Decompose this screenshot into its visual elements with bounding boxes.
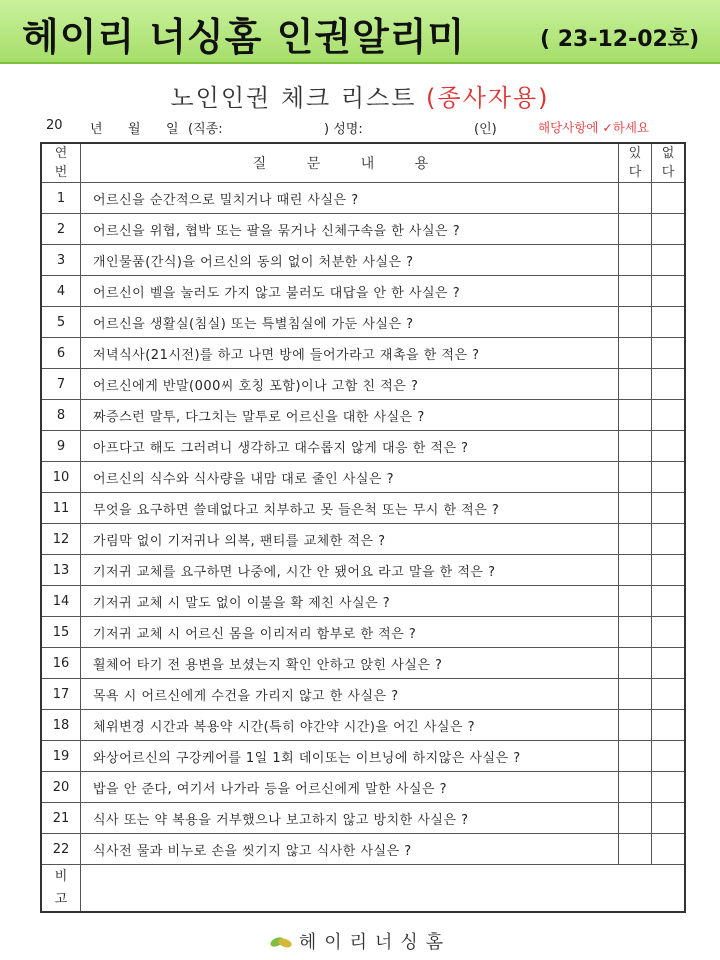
yes-checkbox-cell[interactable] [619,586,652,617]
row-number: 8 [41,400,81,431]
yes-checkbox-cell[interactable] [619,772,652,803]
row-question: 무엇을 요구하면 쓸데없다고 치부하고 못 들은척 또는 무시 한 적은 ? [81,493,619,524]
row-number: 9 [41,431,81,462]
yes-checkbox-cell[interactable] [619,834,652,865]
table-row [41,369,685,400]
row-number: 7 [41,369,81,400]
row-number: 4 [41,276,81,307]
row-number: 21 [41,803,81,834]
table-row [41,772,685,803]
row-number: 20 [41,772,81,803]
row-number: 12 [41,524,81,555]
year-prefix: 20 [46,118,63,133]
yes-checkbox-cell[interactable] [619,648,652,679]
row-question: 체위변경 시간과 복용약 시간(특히 야간약 시간)을 어긴 사실은 ? [81,710,619,741]
row-question: 어르신을 생활실(침실) 또는 특별침실에 가둔 사실은 ? [81,307,619,338]
no-checkbox-cell[interactable] [652,648,686,679]
header-no-bottom: 다 [661,164,675,180]
title-banner [0,0,720,64]
header-no [652,143,686,183]
no-checkbox-cell[interactable] [652,462,686,493]
table-row [41,214,685,245]
no-checkbox-cell[interactable] [652,493,686,524]
yes-checkbox-cell[interactable] [619,183,652,214]
header-yes [619,143,652,183]
no-checkbox-cell[interactable] [652,741,686,772]
row-number: 18 [41,710,81,741]
row-question: 기저귀 교체를 요구하면 나중에, 시간 안 됐어요 라고 말을 한 적은 ? [81,555,619,586]
row-number: 16 [41,648,81,679]
yes-checkbox-cell[interactable] [619,214,652,245]
name-label: ) 성명: [324,122,363,137]
no-checkbox-cell[interactable] [652,183,686,214]
row-number: 22 [41,834,81,865]
remarks-label-top: 비 [54,868,68,884]
table-row [41,307,685,338]
row-number: 15 [41,617,81,648]
row-question: 와상어르신의 구강케어를 1일 1회 데이또는 이브닝에 하지않은 사실은 ? [81,741,619,772]
no-checkbox-cell[interactable] [652,214,686,245]
header-question-label: 질 문 내 용 [252,156,447,172]
row-number: 2 [41,214,81,245]
day-label: 일 [166,122,179,137]
header-number [41,143,81,183]
row-question: 휠체어 타기 전 용변을 보셨는지 확인 안하고 앉힌 사실은 ? [81,648,619,679]
row-question: 어르신이 벨을 눌러도 가지 않고 불러도 대답을 안 한 사실은 ? [81,276,619,307]
yes-checkbox-cell[interactable] [619,710,652,741]
table-row [41,834,685,865]
no-checkbox-cell[interactable] [652,679,686,710]
leaf-logo-icon [269,934,293,950]
row-question: 밥을 안 준다, 여기서 나가라 등을 어르신에게 말한 사실은 ? [81,772,619,803]
no-checkbox-cell[interactable] [652,307,686,338]
row-number: 19 [41,741,81,772]
no-checkbox-cell[interactable] [652,276,686,307]
yes-checkbox-cell[interactable] [619,307,652,338]
row-question: 어르신에게 반말(000씨 호칭 포함)이나 고함 친 적은 ? [81,369,619,400]
no-checkbox-cell[interactable] [652,772,686,803]
table-row [41,276,685,307]
row-question: 어르신을 위협, 협박 또는 팔을 묶거나 신체구속을 한 사실은 ? [81,214,619,245]
row-question: 가림막 없이 기저귀나 의복, 팬티를 교체한 적은 ? [81,524,619,555]
table-row [41,803,685,834]
row-question: 아프다고 해도 그러려니 생각하고 대수롭지 않게 대응 한 적은 ? [81,431,619,462]
banner-title: 헤이리 너싱홈 인권알리미 [22,15,466,59]
row-question: 식사 또는 약 복용을 거부했으나 보고하지 않고 방치한 사실은 ? [81,803,619,834]
table-row [41,617,685,648]
row-question: 짜증스런 말투, 다그치는 말투로 어르신을 대한 사실은 ? [81,400,619,431]
table-header-row [41,143,685,183]
seal-label: (인) [474,122,497,137]
table-row [41,493,685,524]
header-yes-bottom: 다 [628,164,642,180]
row-number: 14 [41,586,81,617]
table-row [41,679,685,710]
yes-checkbox-cell[interactable] [619,245,652,276]
job-label: (직종: [188,122,223,137]
no-checkbox-cell[interactable] [652,803,686,834]
yes-checkbox-cell[interactable] [619,741,652,772]
table-row [41,431,685,462]
year-label: 년 [90,122,103,137]
header-number-bottom: 번 [54,164,68,180]
no-checkbox-cell[interactable] [652,400,686,431]
no-checkbox-cell[interactable] [652,617,686,648]
month-label: 월 [128,122,141,137]
row-number: 6 [41,338,81,369]
no-checkbox-cell[interactable] [652,338,686,369]
row-question: 어르신의 식수와 식사량을 내맘 대로 줄인 사실은 ? [81,462,619,493]
header-number-top: 연 [54,145,68,161]
row-question: 개인물품(간식)을 어르신의 동의 없이 처분한 사실은 ? [81,245,619,276]
table-row [41,555,685,586]
yes-checkbox-cell[interactable] [619,617,652,648]
no-checkbox-cell[interactable] [652,555,686,586]
no-checkbox-cell[interactable] [652,834,686,865]
remarks-field[interactable] [81,865,686,913]
check-instruction: 해당사항에 ✓하세요 [538,120,650,135]
table-row [41,524,685,555]
yes-checkbox-cell[interactable] [619,276,652,307]
no-checkbox-cell[interactable] [652,710,686,741]
no-checkbox-cell[interactable] [652,586,686,617]
table-row [41,648,685,679]
remarks-label [41,865,81,913]
row-question: 식사전 물과 비누로 손을 씻기지 않고 식사한 사실은 ? [81,834,619,865]
issue-number: ( 23-12-02호) [540,27,700,52]
no-checkbox-cell[interactable] [652,524,686,555]
table-row [41,338,685,369]
table-row [41,245,685,276]
header-no-top: 없 [661,145,675,161]
table-row [41,400,685,431]
yes-checkbox-cell[interactable] [619,679,652,710]
row-question: 목욕 시 어르신에게 수건을 가리지 않고 한 사실은 ? [81,679,619,710]
row-question: 기저귀 교체 시 말도 없이 이불을 확 제친 사실은 ? [81,586,619,617]
yes-checkbox-cell[interactable] [619,555,652,586]
table-row [41,462,685,493]
row-question: 저녁식사(21시전)를 하고 나면 방에 들어가라고 재촉을 한 적은 ? [81,338,619,369]
yes-checkbox-cell[interactable] [619,524,652,555]
table-row [41,710,685,741]
footer [0,928,720,954]
document-title-main: 노인인권 체크 리스트 [170,84,427,112]
yes-checkbox-cell[interactable] [619,338,652,369]
document-title [0,78,720,113]
yes-checkbox-cell[interactable] [619,462,652,493]
footer-org-name: 헤이리너싱홈 [298,932,452,953]
row-question: 기저귀 교체 시 어르신 몸을 이리저리 함부로 한 적은 ? [81,617,619,648]
table-row [41,586,685,617]
row-number: 13 [41,555,81,586]
checklist-table [40,142,686,913]
no-checkbox-cell[interactable] [652,431,686,462]
row-number: 11 [41,493,81,524]
row-number: 3 [41,245,81,276]
remarks-label-bottom: 고 [54,891,68,907]
yes-checkbox-cell[interactable] [619,803,652,834]
row-question: 어르신을 순간적으로 밀치거나 때린 사실은 ? [81,183,619,214]
row-number: 17 [41,679,81,710]
no-checkbox-cell[interactable] [652,245,686,276]
header-question [81,143,619,183]
form-info-line [38,118,688,136]
header-yes-top: 있 [628,145,642,161]
yes-checkbox-cell[interactable] [619,431,652,462]
table-row [41,183,685,214]
no-checkbox-cell[interactable] [652,369,686,400]
yes-checkbox-cell[interactable] [619,369,652,400]
remarks-row [41,865,685,913]
yes-checkbox-cell[interactable] [619,493,652,524]
row-number: 1 [41,183,81,214]
row-number: 10 [41,462,81,493]
table-row [41,741,685,772]
yes-checkbox-cell[interactable] [619,400,652,431]
document-title-audience: (종사자용) [426,84,550,112]
row-number: 5 [41,307,81,338]
